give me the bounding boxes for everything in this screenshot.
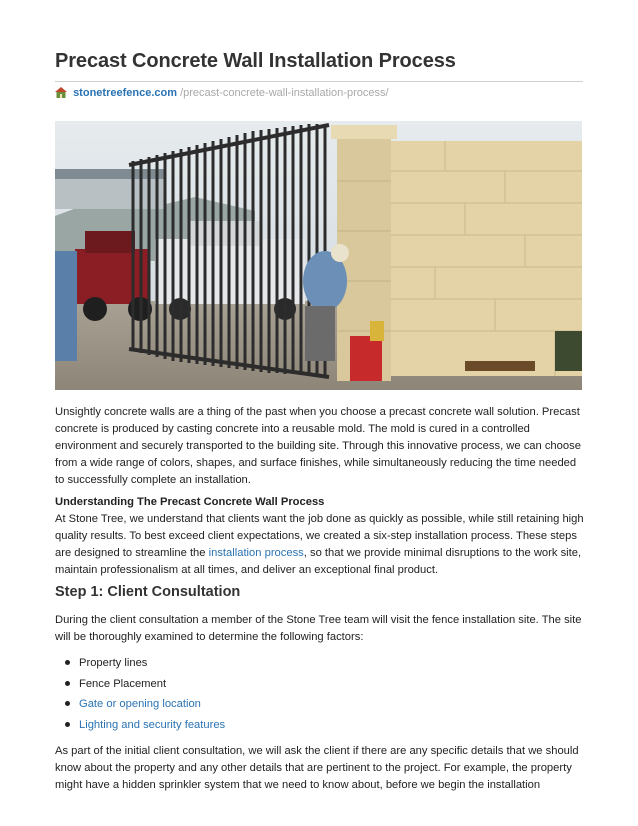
- lighting-security-link[interactable]: Lighting and security features: [79, 718, 226, 731]
- intro-paragraph: Unsightly concrete walls are a thing of the past when you choose a precast concrete wall solution. Precast concrete is produced by casting concrete into a reusable mold. The mold is cured in a controlled environment and securely transported to the building site. Through this innovative process, we can choose from a wide range of colors, shapes, and surface finishes, while simultaneously reducing the time needed to successfully complete an installation.: [55, 406, 581, 486]
- list-item: [55, 656, 225, 677]
- title-divider: [55, 81, 583, 82]
- factor-property-lines: Property lines: [79, 657, 148, 669]
- understanding-text-1: At Stone Tree, we understand that clients want the job done as quickly as possible, while still retaining high quality results. To best exceed client expectations, we created a six-step installation process. These steps are designed to streamline the: [55, 513, 584, 559]
- source-line: [55, 86, 389, 100]
- understanding-text-2: , so that we provide minimal disruptions to the work site, maintain professionalism at all times, and deliver an exceptional final product.: [55, 547, 582, 576]
- step1-intro: During the client consultation a member of the Stone Tree team will visit the fence installation site. The site will be thoroughly examined to determine the following factors:: [55, 614, 582, 643]
- step1-heading: Step 1: Client Consultation: [55, 584, 241, 600]
- house-favicon-icon: [55, 87, 67, 98]
- understanding-heading: Understanding The Precast Concrete Wall Process: [55, 496, 325, 508]
- list-item: [55, 697, 225, 718]
- understanding-section: [55, 494, 585, 579]
- step1-details: As part of the initial client consultation, we will ask the client if there are any specific details that we should know about the property and any other details that are pertinent to the project. For example, the property might have a hidden sprinkler system that we need to know about, before we begin the installation: [55, 745, 579, 791]
- source-site-link[interactable]: stonetreefence.com: [73, 87, 177, 99]
- factor-fence-placement: Fence Placement: [79, 677, 167, 690]
- gate-location-link[interactable]: Gate or opening location: [79, 698, 201, 710]
- list-item: [55, 677, 225, 698]
- source-path-link[interactable]: /precast-concrete-wall-installation-process/: [180, 87, 389, 99]
- installation-process-link[interactable]: installation process: [208, 547, 304, 559]
- hero-photo: [55, 121, 582, 390]
- factors-list: [55, 656, 225, 738]
- page-title: Precast Concrete Wall Installation Process: [55, 50, 456, 72]
- list-item: [55, 718, 225, 739]
